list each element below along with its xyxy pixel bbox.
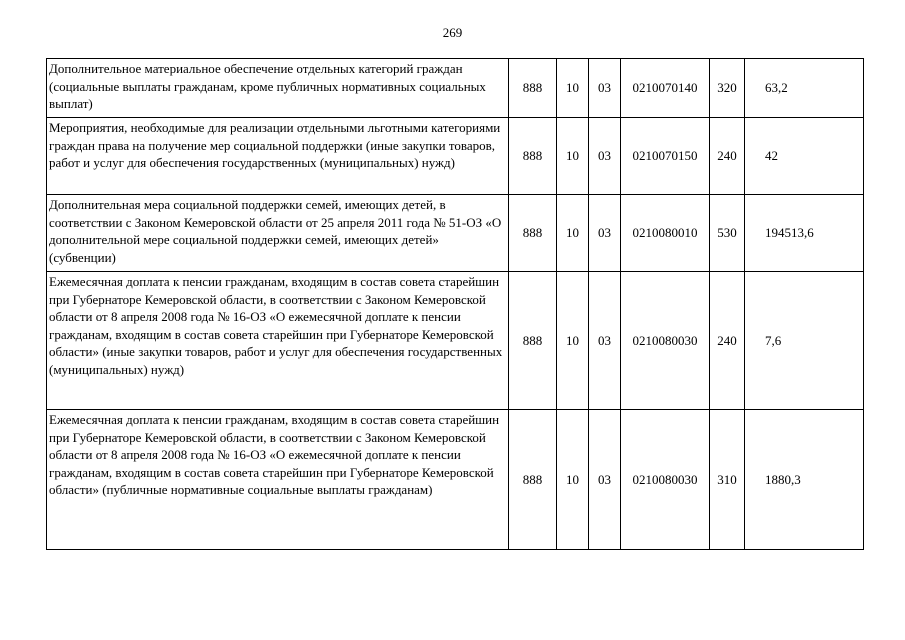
department-code: 888	[509, 118, 557, 195]
sum-value: 194513,6	[745, 195, 864, 272]
department-code: 888	[509, 195, 557, 272]
department-code: 888	[509, 272, 557, 410]
section-code: 10	[557, 118, 589, 195]
page-number: 269	[442, 25, 463, 40]
table-row	[47, 195, 864, 272]
section-code: 10	[557, 59, 589, 118]
subsection-code: 03	[589, 118, 621, 195]
target-article-code: 0210080030	[621, 410, 710, 550]
table-row	[47, 59, 864, 118]
expense-type-code: 310	[710, 410, 745, 550]
sum-value: 7,6	[745, 272, 864, 410]
subsection-code: 03	[589, 272, 621, 410]
section-code: 10	[557, 272, 589, 410]
row-description: Ежемесячная доплата к пенсии гражданам, входящим в состав совета старейшин при Губернаторе Кемеровской области, в соответствии с Законом Кемеровской области от 8 апреля 2008 года № 16-ОЗ «О ежемесячной доплате к пенсии гражданам, входящим в состав совета старейшин при Губернаторе Кемеровской области» (иные закупки товаров, работ и услуг для обеспечения государственных (муниципальных) нужд)	[47, 272, 509, 410]
table-row	[47, 272, 864, 410]
target-article-code: 0210070140	[621, 59, 710, 118]
section-code: 10	[557, 195, 589, 272]
target-article-code: 0210070150	[621, 118, 710, 195]
row-description: Ежемесячная доплата к пенсии гражданам, входящим в состав совета старейшин при Губернаторе Кемеровской области, в соответствии с Законом Кемеровской области от 8 апреля 2008 года № 16-ОЗ «О ежемесячной доплате к пенсии гражданам, входящим в состав совета старейшин при Губернаторе Кемеровской области» (публичные нормативные социальные выплаты гражданам)	[47, 410, 509, 550]
row-description: Дополнительное материальное обеспечение отдельных категорий граждан (социальные выплаты гражданам, кроме публичных нормативных социальных выплат)	[47, 59, 509, 118]
table-row	[47, 118, 864, 195]
subsection-code: 03	[589, 195, 621, 272]
budget-table	[46, 58, 864, 550]
section-code: 10	[557, 410, 589, 550]
row-description: Дополнительная мера социальной поддержки семей, имеющих детей, в соответствии с Законом Кемеровской области от 25 апреля 2011 года № 51-ОЗ «О дополнительной мере социальной поддержки семей, имеющих детей» (субвенции)	[47, 195, 509, 272]
target-article-code: 0210080010	[621, 195, 710, 272]
subsection-code: 03	[589, 410, 621, 550]
table-row	[47, 410, 864, 550]
department-code: 888	[509, 410, 557, 550]
row-description: Мероприятия, необходимые для реализации отдельными льготными категориями граждан права на получение мер социальной поддержки (иные закупки товаров, работ и услуг для обеспечения государственных (муниципальных) нужд)	[47, 118, 509, 195]
sum-value: 1880,3	[745, 410, 864, 550]
target-article-code: 0210080030	[621, 272, 710, 410]
subsection-code: 03	[589, 59, 621, 118]
expense-type-code: 320	[710, 59, 745, 118]
expense-type-code: 240	[710, 272, 745, 410]
sum-value: 42	[745, 118, 864, 195]
sum-value: 63,2	[745, 59, 864, 118]
expense-type-code: 240	[710, 118, 745, 195]
expense-type-code: 530	[710, 195, 745, 272]
department-code: 888	[509, 59, 557, 118]
